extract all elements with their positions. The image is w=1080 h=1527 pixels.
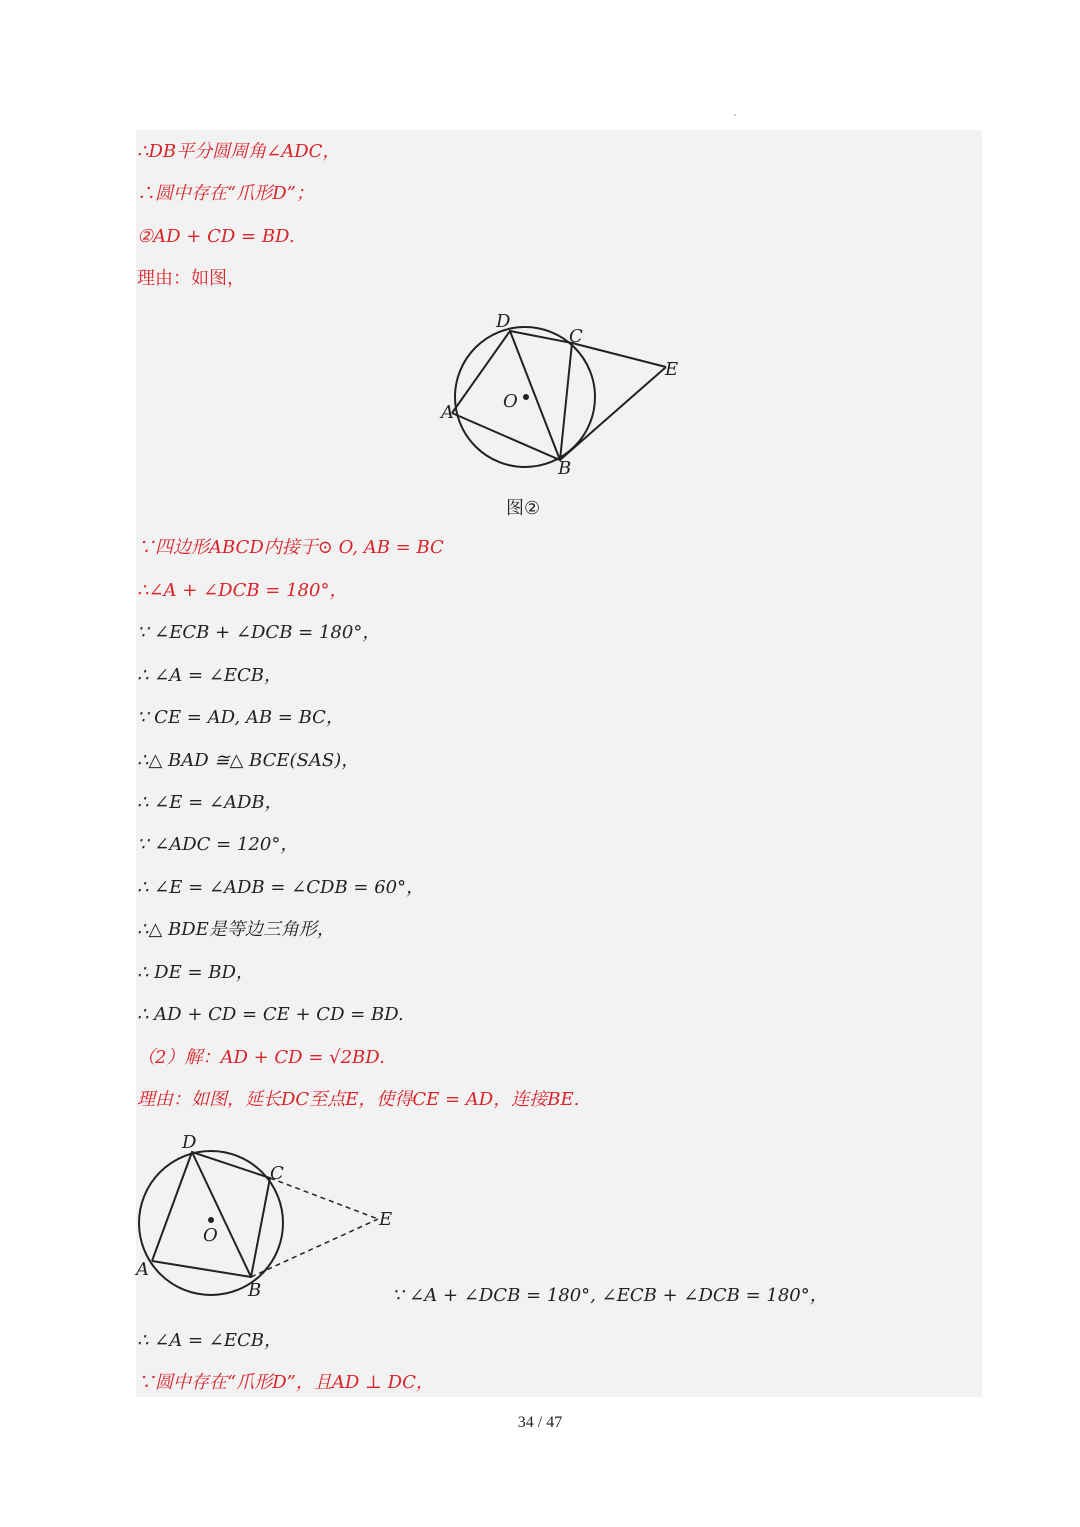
text-line-8: ∴ ∠A = ∠ECB，: [137, 665, 283, 686]
figure-1-diagram: [430, 305, 690, 485]
text-line-2: ∴圆中存在“爪形D”；: [137, 183, 314, 204]
label-d: D: [182, 1132, 197, 1153]
label-b: B: [558, 458, 572, 479]
text-line-13: ∴ ∠E = ∠ADB = ∠CDB = 60°，: [137, 877, 425, 898]
label-o: O: [503, 391, 518, 412]
figure-1-caption: 图②: [506, 498, 541, 519]
text-line-3: ②AD + CD = BD.: [137, 226, 295, 247]
label-c: C: [569, 326, 583, 347]
text-line-12: ∵ ∠ADC = 120°，: [137, 834, 299, 855]
text-line-4: 理由：如图，: [137, 268, 245, 289]
quad-abcd: [152, 1152, 270, 1277]
page-number: 34 / 47: [517, 1414, 563, 1431]
segment-db: [192, 1152, 251, 1277]
label-e: E: [379, 1209, 393, 1230]
text-line-9: ∵ CE = AD, AB = BC，: [137, 707, 344, 728]
label-o: O: [203, 1225, 218, 1246]
text-line-15: ∴ DE = BD，: [137, 962, 254, 983]
text-line-19: ∵ ∠A + ∠DCB = 180°, ∠ECB + ∠DCB = 180°，: [392, 1285, 828, 1306]
text-line-20: ∴ ∠A = ∠ECB，: [137, 1330, 283, 1351]
label-a: A: [441, 402, 454, 423]
text-line-6: ∴∠A + ∠DCB = 180°，: [137, 580, 348, 601]
label-d: D: [496, 311, 511, 332]
text-line-16: ∴ AD + CD = CE + CD = BD.: [137, 1004, 404, 1025]
text-line-11: ∴ ∠E = ∠ADB，: [137, 792, 283, 813]
center-point: [523, 394, 529, 400]
text-line-5: ∵四边形ABCD内接于⊙ O, AB = BC: [137, 537, 444, 558]
center-point: [208, 1217, 214, 1223]
segment-be-dashed: [251, 1219, 378, 1277]
figure-2-diagram: [130, 1130, 400, 1300]
label-b: B: [248, 1280, 262, 1300]
speck: [734, 114, 736, 116]
text-line-21: ∵圆中存在“爪形D”，且AD ⊥ DC，: [137, 1372, 434, 1393]
text-line-10: ∴△ BAD ≅△ BCE(SAS)，: [137, 750, 360, 771]
text-line-14: ∴△ BDE是等边三角形，: [137, 919, 335, 940]
text-line-17: （2）解：AD + CD = √2BD.: [137, 1047, 385, 1068]
label-e: E: [665, 359, 679, 380]
label-c: C: [270, 1163, 284, 1184]
text-line-18: 理由：如图，延长DC至点E，使得CE = AD，连接BE.: [137, 1089, 580, 1110]
label-a: A: [136, 1259, 149, 1280]
segment-be: [560, 367, 666, 460]
segment-ce-dashed: [270, 1178, 378, 1219]
text-line-1: ∴DB平分圆周角∠ADC，: [137, 141, 341, 162]
text-line-7: ∵ ∠ECB + ∠DCB = 180°，: [137, 622, 381, 643]
